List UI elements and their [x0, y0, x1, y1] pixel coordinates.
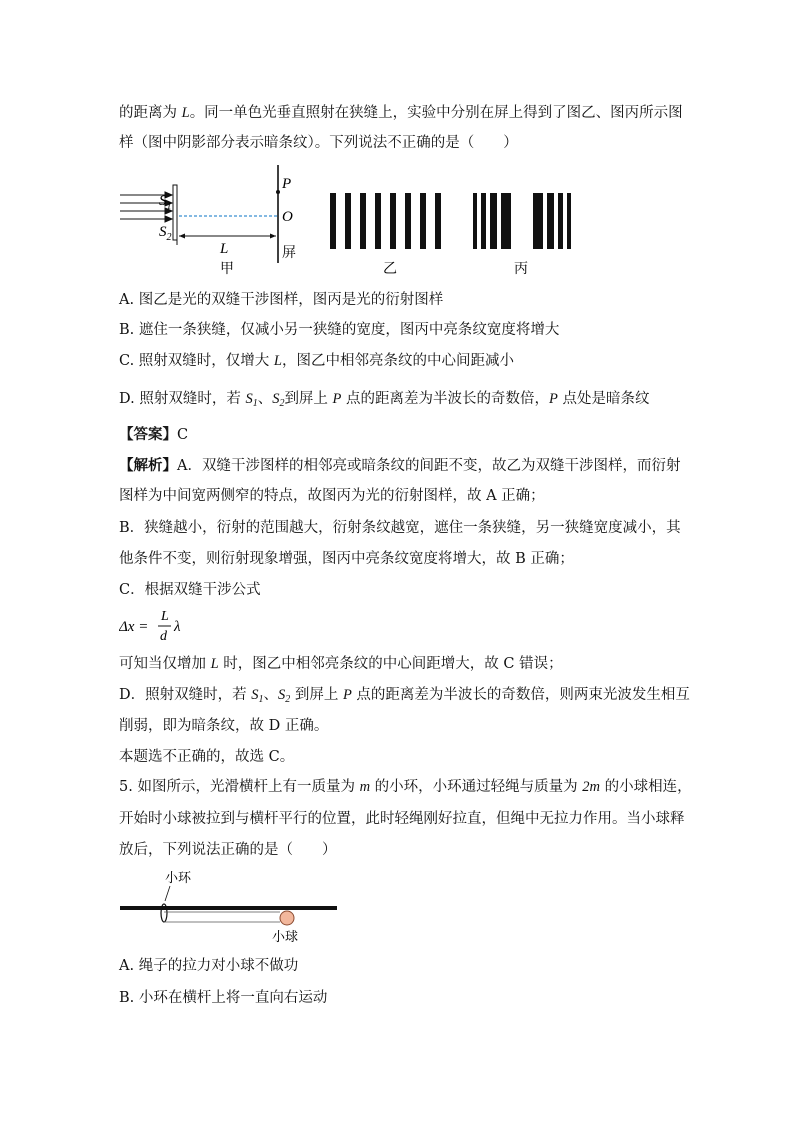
analysis-text: D．照射双缝时，若 — [119, 687, 252, 703]
option-D — [119, 389, 649, 414]
option-text: 点的距离差为半波长的奇数倍， — [341, 391, 550, 407]
ball — [280, 911, 294, 925]
label-ring: 小环 — [165, 870, 192, 885]
var-L: L — [210, 656, 219, 672]
analysis-A — [119, 456, 680, 476]
analysis-text: 削弱，即为暗条纹，故 D 正确。 — [119, 718, 329, 734]
analysis-tag: 【解析】 — [119, 457, 177, 474]
analysis-B — [119, 518, 681, 538]
var-S1: $S_1$ — [251, 687, 264, 705]
q5-text: 放后，下列说法正确的是（ ） — [119, 842, 337, 858]
option-text: 到屏上 — [284, 391, 333, 407]
ring-pointer — [165, 886, 170, 901]
q5-text: 5. 如图所示，光滑横杆上有一质量为 — [119, 779, 360, 795]
pattern-bing — [473, 193, 571, 249]
option-text: 点处是暗条纹 — [557, 391, 650, 407]
analysis-text: 到屏上 — [290, 687, 343, 703]
analysis-text: 本题选不正确的，故选 C。 — [119, 749, 295, 765]
var-m: m — [359, 779, 371, 795]
analysis-text: C．根据双缝干涉公式 — [119, 582, 261, 598]
label-O: O — [282, 209, 293, 225]
label-S2: $S_2$ — [159, 224, 172, 243]
label-S1: $S_1$ — [159, 193, 172, 212]
analysis-text: 可知当仅增加 — [119, 656, 211, 672]
answer-value: C — [177, 427, 189, 443]
intro-text: 的距离为 — [119, 105, 182, 121]
var-P: P — [332, 391, 342, 407]
label-L: L — [220, 241, 229, 257]
analysis-D2 — [119, 716, 328, 736]
answer-tag: 【答案】 — [119, 426, 177, 443]
analysis-text: 图样为中间宽两侧窄的特点，故图丙为光的衍射图样，故 A 正确； — [119, 488, 545, 504]
analysis-text: 时，图乙中相邻亮条纹的中心间距增大，故 C 错误； — [218, 656, 563, 672]
q5-line-2 — [119, 809, 685, 829]
q5-option-B — [119, 988, 327, 1008]
analysis-text: 、 — [263, 687, 278, 703]
intro-line-1 — [119, 103, 683, 123]
point-P — [276, 190, 280, 194]
q5-text: 的小球相连， — [600, 779, 692, 795]
label-P: P — [282, 176, 292, 192]
intro-text: 样（图中阴影部分表示暗条纹）。下列说法不正确的是（ ） — [119, 135, 518, 151]
var-S2: $S_2$ — [272, 391, 285, 409]
option-text: B. 遮住一条狭缝，仅减小另一狭缝的宽度，图丙中亮条纹宽度将增大 — [119, 322, 560, 338]
formula-double-slit — [119, 606, 199, 646]
analysis-A2 — [119, 486, 545, 506]
pattern-yi — [330, 193, 441, 249]
formula-numerator: L — [161, 609, 169, 624]
label-yi: 乙 — [383, 262, 397, 277]
var-P: P — [549, 391, 558, 407]
formula-lambda: λ — [174, 619, 181, 635]
label-bing: 丙 — [514, 262, 528, 277]
var-L: L — [181, 105, 190, 121]
var-L: L — [273, 353, 282, 369]
analysis-conclusion — [119, 747, 294, 767]
formula-denominator: d — [160, 629, 167, 644]
option-text: A. 图乙是光的双缝干涉图样，图丙是光的衍射图样 — [119, 292, 444, 308]
analysis-D — [119, 685, 690, 710]
var-2m: 2m — [582, 779, 600, 795]
option-text: C. 照射双缝时，仅增大 — [119, 353, 274, 369]
figure-ring-ball — [115, 865, 345, 945]
q5-option-A — [119, 956, 298, 976]
analysis-text: A．双缝干涉图样的相邻亮或暗条纹的间距不变，故乙为双缝干涉图样，而衍射 — [177, 458, 681, 474]
analysis-C2 — [119, 654, 563, 674]
figure-double-slit — [115, 165, 585, 280]
intro-text: 。同一单色光垂直照射在狭缝上，实验中分别在屏上得到了图乙、图丙所示图 — [189, 105, 683, 121]
option-text: A. 绳子的拉力对小球不做功 — [119, 958, 299, 974]
var-P: P — [342, 687, 352, 703]
option-A — [119, 290, 443, 310]
option-text: D. 照射双缝时，若 — [119, 391, 246, 407]
analysis-text: B．狭缝越小，衍射的范围越大，衍射条纹越宽，遮住一条狭缝，另一狭缝宽度减小，其 — [119, 520, 681, 536]
label-jia: 甲 — [220, 262, 234, 277]
q5-text: 开始时小球被拉到与横杆平行的位置，此时轻绳刚好拉直，但绳中无拉力作用。当小球释 — [119, 811, 685, 827]
var-S1: $S_1$ — [245, 391, 258, 409]
analysis-C — [119, 580, 261, 600]
analysis-text: 他条件不变，则衍射现象增强，图丙中亮条纹宽度将增大，故 B 正确； — [119, 551, 574, 567]
var-S2: $S_2$ — [277, 687, 291, 705]
q5-line-1 — [119, 777, 692, 797]
label-screen: 屏 — [282, 246, 296, 261]
option-text: 、 — [257, 391, 273, 407]
analysis-text: 点的距离差为半波长的奇数倍，则两束光波发生相互 — [351, 687, 690, 703]
answer-line — [119, 425, 188, 445]
intro-line-2 — [119, 133, 518, 153]
q5-text: 的小环，小环通过轻绳与质量为 — [370, 779, 583, 795]
option-text: B. 小环在横杆上将一直向右运动 — [119, 990, 328, 1006]
option-C — [119, 351, 514, 371]
option-text: ，图乙中相邻亮条纹的中心间距减小 — [281, 353, 514, 369]
analysis-B2 — [119, 549, 574, 569]
formula-dx: Δx = — [119, 619, 149, 635]
option-B — [119, 320, 559, 340]
q5-line-3 — [119, 840, 337, 860]
label-ball: 小球 — [272, 929, 299, 944]
